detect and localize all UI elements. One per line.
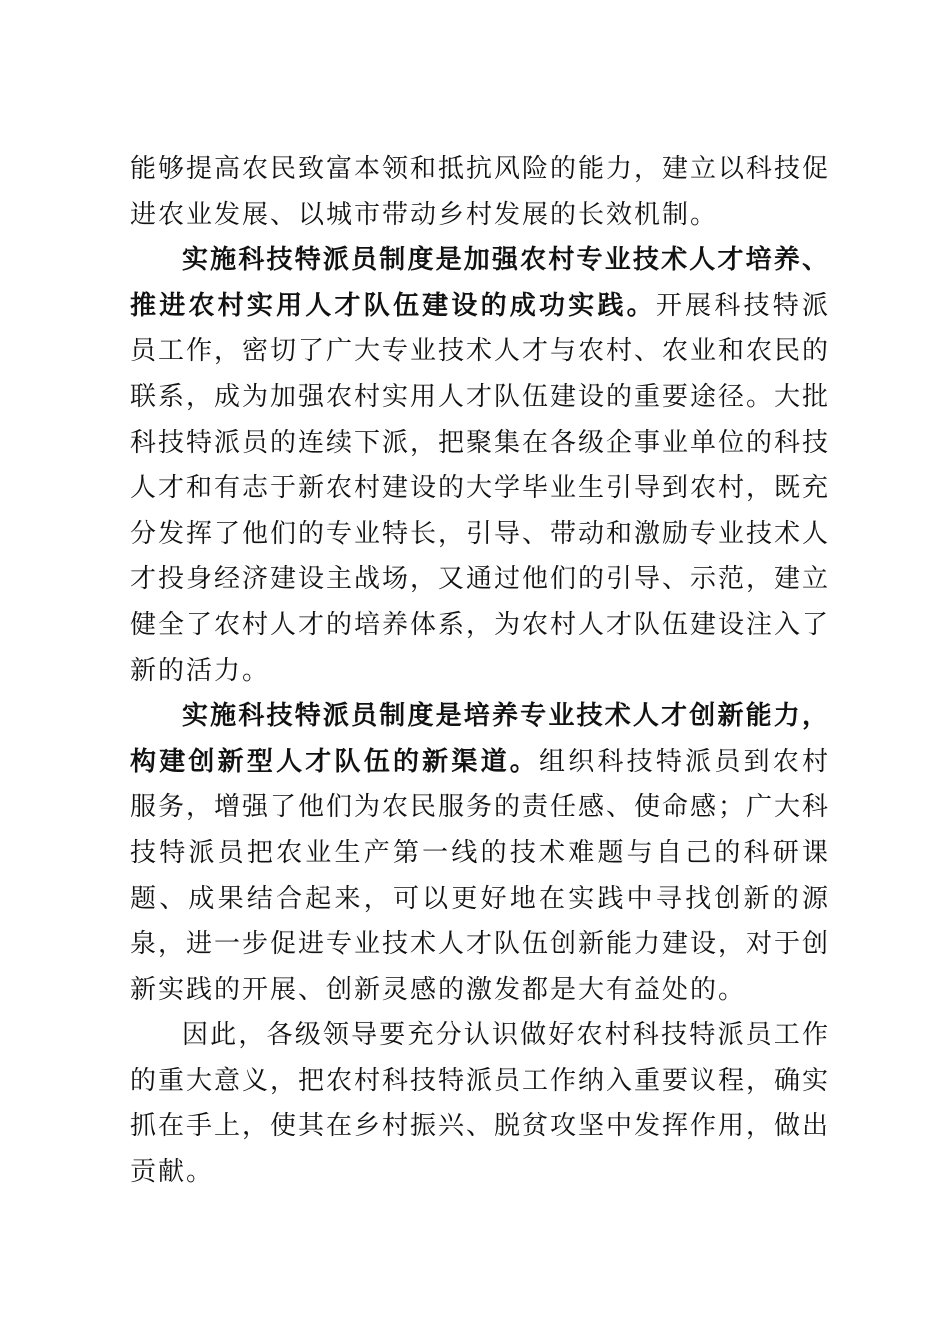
paragraph-continuation xyxy=(130,147,830,238)
paragraph-lead-sentence: 实施科技特派员制度是培养专业技术人才创新能力，构建创新型人才队伍的新渠道。 xyxy=(130,701,830,777)
paragraph-conclusion xyxy=(130,1013,830,1195)
document-body xyxy=(130,147,830,1196)
paragraph-innovation xyxy=(130,694,830,1013)
paragraph-talent-training xyxy=(130,238,830,694)
paragraph-lead-sentence: 实施科技特派员制度是加强农村专业技术人才培养、推进农村实用人才队伍建设的成功实践。 xyxy=(130,245,830,321)
paragraph-text: 能够提高农民致富本领和抵抗风险的能力，建立以科技促进农业发展、以城市带动乡村发展的长效机制。 xyxy=(130,154,831,230)
paragraph-text: 组织科技特派员到农村服务，增强了他们为农民服务的责任感、使命感；广大科技特派员把农业生产第一线的技术难题与自己的科研课题、成果结合起来，可以更好地在实践中寻找创新的源泉，进一步促进专业技术人才队伍创新能力建设，对于创新实践的开展、创新灵感的激发都是大有益处的。 xyxy=(130,746,831,1005)
paragraph-text: 因此，各级领导要充分认识做好农村科技特派员工作的重大意义，把农村科技特派员工作纳入重要议程，确实抓在手上，使其在乡村振兴、脱贫攻坚中发挥作用，做出贡献。 xyxy=(130,1020,831,1188)
paragraph-text: 开展科技特派员工作，密切了广大专业技术人才与农村、农业和农民的联系，成为加强农村实用人才队伍建设的重要途径。大批科技特派员的连续下派，把聚集在各级企事业单位的科技人才和有志于新农村建设的大学毕业生引导到农村，既充分发挥了他们的专业特长，引导、带动和激励专业技术人才投身经济建设主战场，又通过他们的引导、示范，建立健全了农村人才的培养体系，为农村人才队伍建设注入了新的活力。 xyxy=(130,290,831,686)
